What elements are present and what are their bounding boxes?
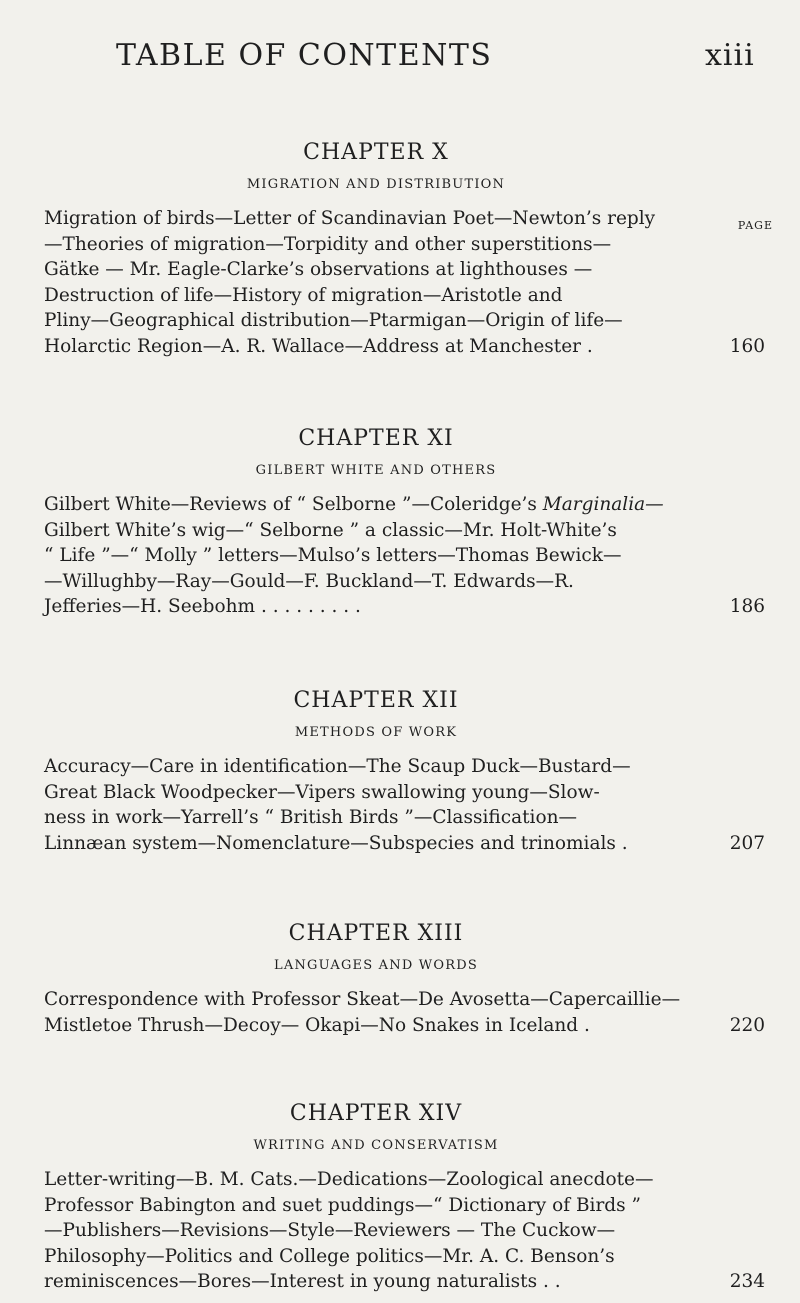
entry-line: Mistletoe Thrush—Decoy— Okapi—No Snakes in Iceland . (44, 1014, 590, 1036)
entry-line (44, 492, 709, 518)
chapter-entry-text (44, 987, 765, 1038)
entry-line: Professor Babington and suet puddings—“ Dictionary of Birds ” (44, 1194, 641, 1216)
entry-line: Letter-writing—B. M. Cats.—Dedications—Zoological anecdote— (44, 1169, 654, 1190)
chapter-subtitle: WRITING AND CONSERVATISM (253, 1138, 499, 1153)
page-header-number: xiii (705, 38, 755, 73)
entry-line: Holarctic Region—A. R. Wallace—Address at Manchester . (44, 335, 593, 357)
chapter-subtitle: LANGUAGES AND WORDS (274, 958, 478, 973)
chapter-x (44, 140, 773, 359)
chapter-heading: CHAPTER XII (293, 688, 459, 713)
chapter-heading: CHAPTER XI (298, 426, 454, 451)
entry-line: Accuracy—Care in identification—The Scaup Duck—Bustard— (44, 756, 631, 777)
chapter-subtitle: METHODS OF WORK (294, 725, 458, 740)
chapter-heading: CHAPTER XIII (288, 921, 464, 946)
chapter-entry-text (44, 754, 765, 856)
page-number: 186 (729, 596, 765, 617)
entry-line: Gilbert White’s wig—“ Selborne ” a classic—Mr. Holt-White’s (44, 519, 617, 541)
entry-line: “ Life ”—“ Molly ” letters—Mulso’s letters—Thomas Bewick— (44, 545, 622, 566)
chapter-heading: CHAPTER XIV (289, 1101, 463, 1126)
entry-line: Jefferies—H. Seebohm . . . . . . . . . (44, 596, 361, 617)
entry-line: —Theories of migration—Torpidity and other superstitions— (44, 233, 612, 255)
entry-line: ness in work—Yarrell’s “ British Birds ”—Classification— (44, 807, 578, 828)
entry-line: —Willughby—Ray—Gould—F. Buckland—T. Edwards—R. (44, 570, 574, 592)
chapter-subtitle: GILBERT WHITE AND OTHERS (255, 463, 497, 478)
entry-line: Gätke — Mr. Eagle-Clarke’s observations at lighthouses — (44, 259, 593, 280)
chapter-entry-text (44, 492, 765, 620)
entry-line: Destruction of life—History of migration—Aristotle and (44, 284, 563, 306)
entry-line: Migration of birds—Letter of Scandinavian Poet—Newton’s reply (44, 208, 656, 229)
entry-line: Correspondence with Professor Skeat—De Avosetta—Capercaillie— (44, 989, 681, 1010)
page-number: 207 (729, 832, 765, 854)
chapter-subtitle: MIGRATION AND DISTRIBUTION (246, 177, 506, 192)
chapter-entry-text (44, 1167, 765, 1295)
entry-line-text: Gilbert White—Reviews of “ Selborne ”—Coleridge’s (44, 494, 543, 515)
page-header-title: TABLE OF CONTENTS (116, 38, 493, 73)
chapter-xiii (44, 921, 765, 1038)
page-number: 220 (729, 1014, 765, 1036)
entry-line: —Publishers—Revisions—Style—Reviewers — The Cuckow— (44, 1220, 616, 1241)
entry-line: Pliny—Geographical distribution—Ptarmigan—Origin of life— (44, 310, 623, 331)
chapter-xii (44, 688, 765, 856)
entry-line: Great Black Woodpecker—Vipers swallowing young—Slow- (44, 781, 600, 803)
italic-title: Marginalia— (542, 494, 664, 515)
entry-line: reminiscences—Bores—Interest in young naturalists . . (44, 1271, 561, 1292)
page-number: 234 (729, 1271, 765, 1292)
chapter-heading: CHAPTER X (303, 140, 449, 165)
page-number: 160 (729, 335, 765, 357)
entry-line: Linnæan system—Nomenclature—Subspecies and trinomials . (44, 832, 628, 854)
chapter-xi (44, 426, 765, 620)
page-column-label: PAGE (737, 219, 773, 232)
entry-line: Philosophy—Politics and College politics—Mr. A. C. Benson’s (44, 1245, 615, 1267)
chapter-xiv (44, 1101, 765, 1295)
